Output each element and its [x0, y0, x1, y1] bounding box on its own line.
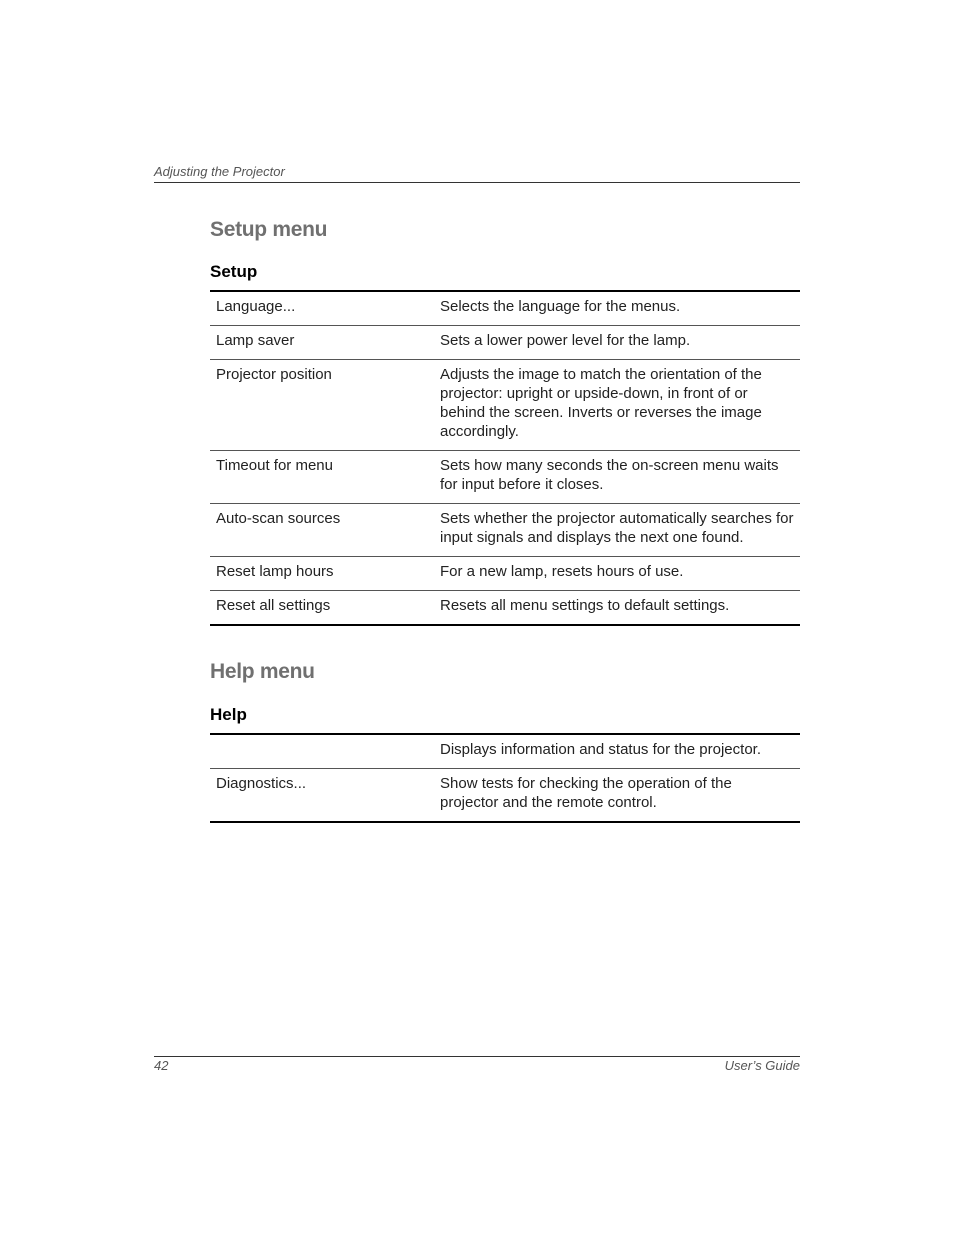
running-header: [154, 164, 800, 183]
table-row: [210, 291, 800, 326]
setup-description-language: Selects the language for the menus.: [440, 298, 681, 315]
table-row: [210, 504, 800, 557]
setup-item-auto-scan-sources: Auto-scan sources: [210, 504, 434, 557]
help-menu-heading: Help menu: [210, 660, 315, 683]
setup-menu-heading: Setup menu: [210, 218, 328, 241]
setup-item-timeout-for-menu: Timeout for menu: [210, 451, 434, 504]
help-table: [210, 733, 800, 823]
running-footer: [154, 1056, 800, 1073]
setup-description-lamp-saver: Sets a lower power level for the lamp.: [434, 326, 800, 360]
help-item-info: [210, 734, 434, 769]
table-row: [210, 326, 800, 360]
table-row: [210, 451, 800, 504]
setup-item-projector-position: Projector position: [210, 360, 434, 451]
setup-table: [210, 290, 800, 626]
setup-description-reset-lamp-hours: For a new lamp, resets hours of use.: [434, 557, 800, 591]
setup-description-timeout-for-menu: Sets how many seconds the on-screen menu waits for input before it closes.: [434, 451, 800, 504]
table-row: [210, 734, 800, 769]
help-description-info: Displays information and status for the projector.: [440, 741, 761, 758]
running-header-title: Adjusting the Projector: [154, 164, 285, 179]
table-row: [210, 557, 800, 591]
setup-description-projector-position: Adjusts the image to match the orientation of the projector: upright or upside-down, in front of or behind the screen. Inverts or reverses the image accordingly.: [434, 360, 800, 451]
setup-item-reset-all-settings: Reset all settings: [210, 591, 434, 626]
book-title: User’s Guide: [724, 1058, 800, 1073]
help-table-title: Help: [210, 705, 247, 724]
setup-description-auto-scan-sources: Sets whether the projector automatically searches for input signals and displays the next one found.: [434, 504, 800, 557]
table-row: [210, 591, 800, 626]
setup-description-reset-all-settings: Resets all menu settings to default settings.: [434, 591, 800, 626]
table-row: [210, 769, 800, 823]
setup-table-title: Setup: [210, 262, 258, 281]
help-item-diagnostics: Diagnostics...: [210, 769, 434, 823]
setup-item-lamp-saver: Lamp saver: [210, 326, 434, 360]
table-row: [210, 360, 800, 451]
setup-item-reset-lamp-hours: Reset lamp hours: [210, 557, 434, 591]
page-number: 42: [154, 1058, 169, 1073]
help-description-diagnostics: Show tests for checking the operation of the projector and the remote control.: [434, 769, 800, 823]
setup-item-language: Language...: [216, 298, 296, 315]
